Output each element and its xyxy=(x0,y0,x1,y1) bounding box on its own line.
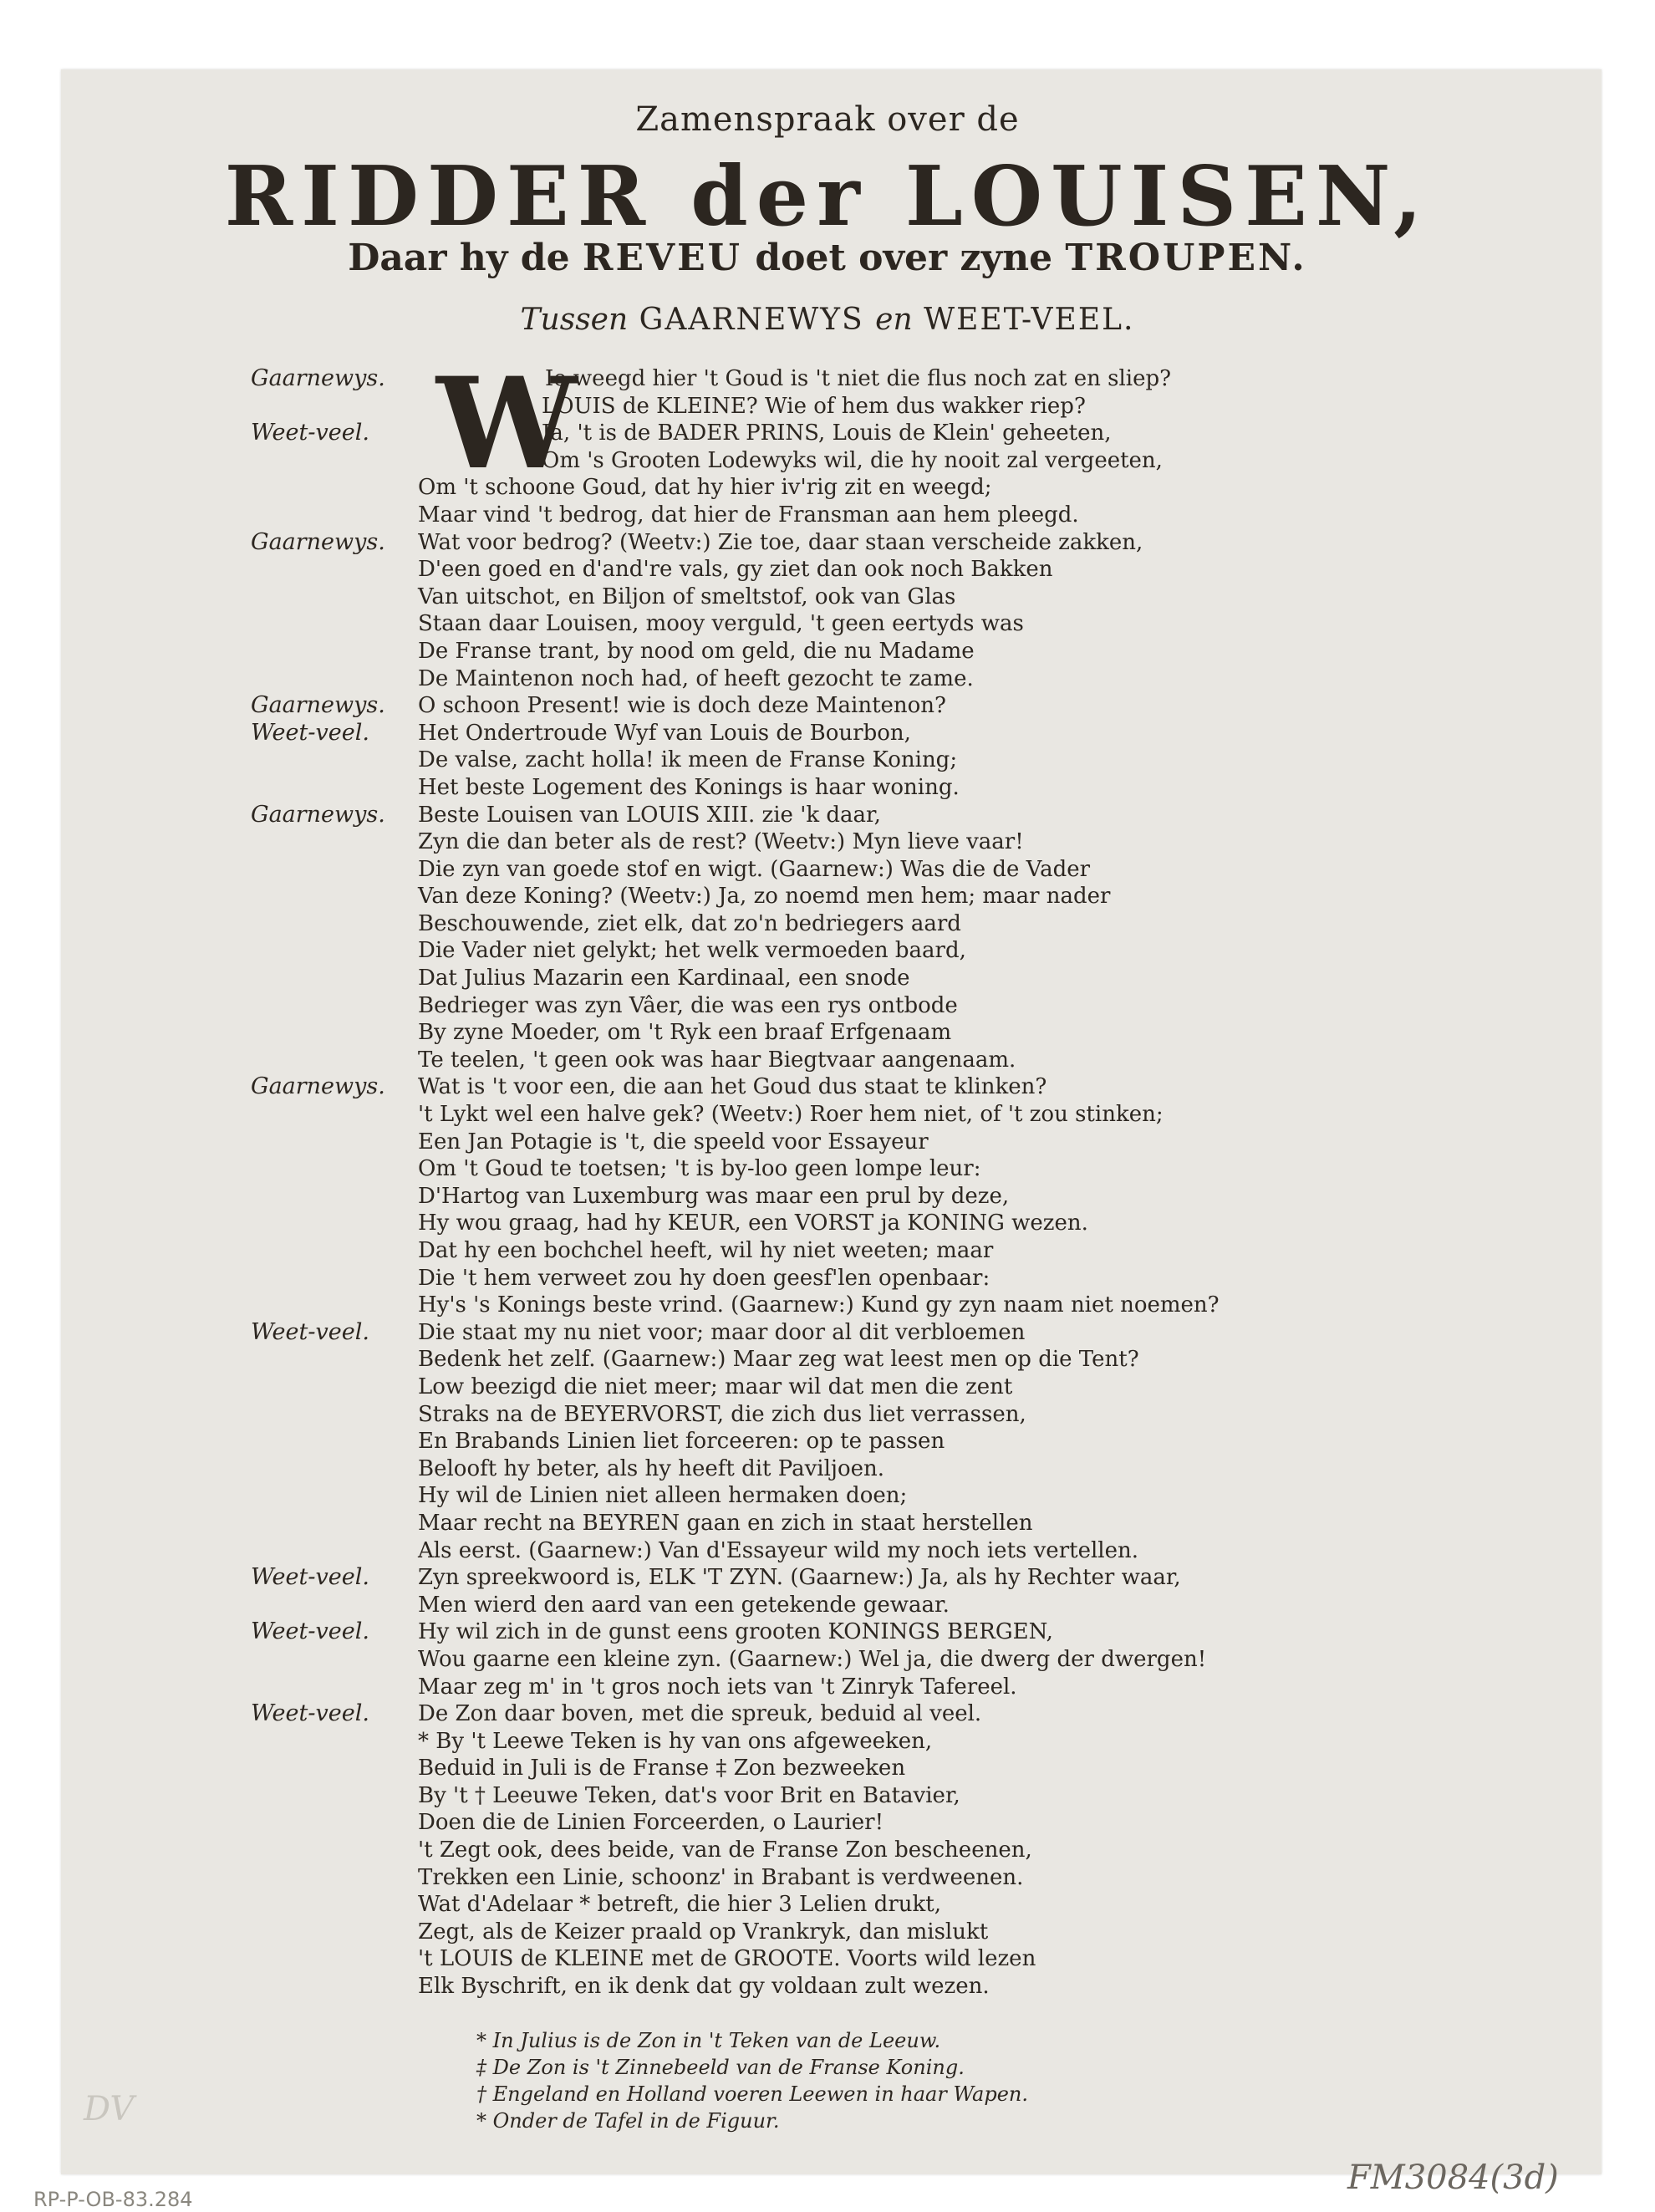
poem-line xyxy=(0,1482,1655,1510)
poem-line xyxy=(0,965,1655,992)
verse-text: Belooft hy beter, als hy heeft dit Paviljoen. xyxy=(418,1455,885,1481)
poem xyxy=(0,365,1655,2000)
poem-line xyxy=(0,910,1655,938)
verse-text: Maar vind 't bedrog, dat hier de Fransman aan hem pleegd. xyxy=(418,502,1079,528)
poem-line xyxy=(0,420,1655,447)
poem-line xyxy=(0,937,1655,965)
verse-text: Om 's Grooten Lodewyks wil, die hy nooit zal vergeeten, xyxy=(542,447,1163,473)
speaker-label: Weet-veel. xyxy=(251,719,369,746)
poem-line xyxy=(0,1019,1655,1047)
poem-line xyxy=(0,1891,1655,1919)
poem-line xyxy=(0,1782,1655,1810)
poem-line xyxy=(0,1837,1655,1864)
verse-text: By 't † Leeuwe Teken, dat's voor Brit en Batavier, xyxy=(418,1782,960,1808)
poem-line xyxy=(0,1183,1655,1210)
verse-text: Te teelen, 't geen ook was haar Biegtvaar aangenaam. xyxy=(418,1047,1016,1073)
between-word-2: en xyxy=(875,303,913,337)
poem-line xyxy=(0,883,1655,910)
poem-line xyxy=(0,393,1655,420)
verse-text: Die staat my nu niet voor; maar door al dit verbloemen xyxy=(418,1319,1026,1345)
poem-line xyxy=(0,1455,1655,1483)
poem-line xyxy=(0,1129,1655,1156)
poem-line xyxy=(0,1618,1655,1646)
poem-line xyxy=(0,1237,1655,1265)
speaker-label: Weet-veel. xyxy=(251,1700,369,1727)
verse-text: Doen die de Linien Forceerden, o Laurier! xyxy=(418,1810,884,1836)
poem-line xyxy=(0,665,1655,693)
verse-text: Die 't hem verweet zou hy doen geesf'len openbaar: xyxy=(418,1265,990,1291)
poem-line xyxy=(0,1919,1655,1946)
verse-text: Elk Byschrift, en ik denk dat gy voldaan zult wezen. xyxy=(418,1974,990,2000)
poem-line xyxy=(0,992,1655,1020)
poem-line xyxy=(0,1809,1655,1837)
poem-line xyxy=(0,856,1655,884)
verse-text: Ja, 't is de BADER PRINS, Louis de Klein' geheeten, xyxy=(542,420,1112,446)
poem-line xyxy=(0,1592,1655,1619)
poem-line xyxy=(0,1155,1655,1183)
speaker-label: Weet-veel. xyxy=(251,1618,369,1645)
poem-line xyxy=(0,1973,1655,2000)
speaker-label: Weet-veel. xyxy=(251,1318,369,1345)
verse-text: De Maintenon noch had, of heeft gezocht te zame. xyxy=(418,665,974,691)
poem-line xyxy=(0,1864,1655,1892)
subtitle-part-c: doet over zyne xyxy=(742,237,1066,279)
footnote: † Engeland en Holland voeren Leewen in haar Wapen. xyxy=(476,2082,1029,2106)
verse-text: Het beste Logement des Konings is haar woning. xyxy=(418,774,960,800)
poem-line xyxy=(0,1292,1655,1319)
poem-line xyxy=(0,1428,1655,1455)
speaker-label: Weet-veel. xyxy=(251,1564,369,1591)
verse-text: Men wierd den aard van een getekende gewaar. xyxy=(418,1592,950,1618)
verse-text: Van uitschot, en Biljon of smeltstof, ook van Glas xyxy=(418,584,956,609)
verse-text: Dat Julius Mazarin een Kardinaal, een snode xyxy=(418,966,910,991)
speaker-label: Weet-veel. xyxy=(251,420,369,446)
poem-line xyxy=(0,1945,1655,1973)
poem-line xyxy=(0,774,1655,802)
margin-pencil-note: DV xyxy=(84,2090,135,2128)
header-between xyxy=(0,303,1655,337)
poem-line xyxy=(0,1674,1655,1701)
verse-text: Beste Louisen van LOUIS XIII. zie 'k daar, xyxy=(418,802,881,828)
poem-line xyxy=(0,720,1655,747)
verse-text: Het Ondertroude Wyf van Louis de Bourbon, xyxy=(418,720,911,746)
poem-line xyxy=(0,1401,1655,1429)
poem-line xyxy=(0,1728,1655,1756)
poem-line xyxy=(0,1755,1655,1782)
poem-line xyxy=(0,365,1655,393)
speaker-label: Gaarnewys. xyxy=(251,1073,385,1100)
poem-line xyxy=(0,447,1655,475)
verse-text: Zyn die dan beter als de rest? (Weetv:) Myn lieve vaar! xyxy=(418,829,1024,855)
verse-text: Een Jan Potagie is 't, die speeld voor Essayeur xyxy=(418,1129,929,1154)
verse-text: De Zon daar boven, met die spreuk, beduid al veel. xyxy=(418,1701,982,1727)
header-line-1: Zamenspraak over de xyxy=(635,100,1020,139)
poem-line xyxy=(0,1073,1655,1101)
poem-line xyxy=(0,556,1655,584)
speaker-label: Gaarnewys. xyxy=(251,801,385,828)
speaker-label: Gaarnewys. xyxy=(251,692,385,719)
poem-line xyxy=(0,692,1655,720)
poem-line xyxy=(0,1210,1655,1237)
verse-text: By zyne Moeder, om 't Ryk een braaf Erfgenaam xyxy=(418,1020,952,1046)
between-name-1: GAARNEWYS xyxy=(628,303,876,337)
poem-line xyxy=(0,1510,1655,1537)
verse-text: Dat hy een bochchel heeft, wil hy niet weeten; maar xyxy=(418,1238,994,1263)
subtitle-part-d: TROUPEN. xyxy=(1065,237,1307,279)
verse-text: Hy's 's Konings beste vrind. (Gaarnew:) Kund gy zyn naam niet noemen? xyxy=(418,1292,1220,1318)
verse-text: Om 't Goud te toetsen; 't is by-loo geen lompe leur: xyxy=(418,1156,981,1182)
verse-text: Staan daar Louisen, mooy verguld, 't geen eertyds was xyxy=(418,611,1024,637)
poem-line xyxy=(0,1374,1655,1401)
verse-text: Hy wil de Linien niet alleen hermaken doen; xyxy=(418,1483,908,1509)
drop-cap: W xyxy=(436,350,578,497)
subtitle-part-a: Daar hy de xyxy=(348,237,583,279)
verse-text: 't Zegt ook, dees beide, van de Franse Zon bescheenen, xyxy=(418,1837,1032,1863)
inventory-number-left: RP-P-OB-83.284 xyxy=(33,2188,193,2211)
poem-line xyxy=(0,474,1655,502)
poem-line xyxy=(0,638,1655,665)
verse-text: Hy wou graag, had hy KEUR, een VORST ja KONING wezen. xyxy=(418,1210,1088,1236)
between-word-1: Tussen xyxy=(520,303,629,337)
header-subtitle xyxy=(0,237,1655,279)
footnote: ‡ De Zon is 't Zinnebeeld van de Franse Koning. xyxy=(476,2056,965,2079)
verse-text: Wat is 't voor een, die aan het Goud dus staat te klinken? xyxy=(418,1074,1047,1100)
verse-text: En Brabands Linien liet forceeren: op te passen xyxy=(418,1429,945,1455)
verse-text: Zyn spreekwoord is, ELK 'T ZYN. (Gaarnew:) Ja, als hy Rechter waar, xyxy=(418,1565,1181,1591)
poem-line xyxy=(0,1047,1655,1074)
verse-text: Die zyn van goede stof en wigt. (Gaarnew:) Was die de Vader xyxy=(418,856,1091,882)
poem-line xyxy=(0,1101,1655,1129)
verse-text: Trekken een Linie, schoonz' in Brabant is verdweenen. xyxy=(418,1864,1024,1890)
footnote: * In Julius is de Zon in 't Teken van de Leeuw. xyxy=(476,2029,941,2052)
poem-line xyxy=(0,584,1655,611)
poem-line xyxy=(0,1646,1655,1674)
poem-line xyxy=(0,1537,1655,1565)
verse-text: Als eerst. (Gaarnew:) Van d'Essayeur wild my noch iets vertellen. xyxy=(418,1537,1138,1563)
verse-text: De Franse trant, by nood om geld, die nu Madame xyxy=(418,638,975,664)
verse-text: Beduid in Juli is de Franse ‡ Zon bezweeken xyxy=(418,1756,906,1781)
verse-text: Die Vader niet gelykt; het welk vermoeden baard, xyxy=(418,938,966,964)
verse-text: 't LOUIS de KLEINE met de GROOTE. Voorts wild lezen xyxy=(418,1946,1036,1972)
subtitle-part-b: REVEU xyxy=(582,237,743,279)
poem-line xyxy=(0,1346,1655,1374)
poem-line xyxy=(0,502,1655,529)
footnotes xyxy=(476,2027,1028,2134)
verse-text: Maar zeg m' in 't gros noch iets van 't Zinryk Tafereel. xyxy=(418,1674,1017,1700)
poem-line xyxy=(0,1319,1655,1347)
verse-text: Wat d'Adelaar * betreft, die hier 3 Lelien drukt, xyxy=(418,1892,941,1918)
header-main-title: RIDDER der LOUISEN, xyxy=(224,149,1431,245)
verse-text: Zegt, als de Keizer praald op Vrankryk, dan mislukt xyxy=(418,1919,989,1944)
verse-text: Wat voor bedrog? (Weetv:) Zie toe, daar staan verscheide zakken, xyxy=(418,529,1143,555)
verse-text: D'Hartog van Luxemburg was maar een prul by deze, xyxy=(418,1183,1010,1209)
verse-text: D'een goed en d'and're vals, gy ziet dan ook noch Bakken xyxy=(418,557,1053,583)
speaker-label: Gaarnewys. xyxy=(251,528,385,555)
poem-line xyxy=(0,828,1655,856)
poem-line xyxy=(0,747,1655,774)
verse-text: Bedenk het zelf. (Gaarnew:) Maar zeg wat leest men op die Tent? xyxy=(418,1347,1139,1373)
poem-line xyxy=(0,1265,1655,1292)
verse-text: Van deze Koning? (Weetv:) Ja, zo noemd men hem; maar nader xyxy=(418,884,1111,910)
poem-line xyxy=(0,1564,1655,1592)
verse-text: Ie weegd hier 't Goud is 't niet die flus noch zat en sliep? xyxy=(545,366,1172,391)
verse-text: 't Lykt wel een halve gek? (Weetv:) Roer hem niet, of 't zou stinken; xyxy=(418,1102,1164,1128)
verse-text: Low beezigd die niet meer; maar wil dat men die zent xyxy=(418,1374,1013,1399)
verse-text: O schoon Present! wie is doch deze Maintenon? xyxy=(418,693,946,719)
speaker-label: Gaarnewys. xyxy=(251,365,385,391)
between-name-2: WEET-VEEL. xyxy=(912,303,1135,337)
verse-text: Wou gaarne een kleine zyn. (Gaarnew:) Wel ja, die dwerg der dwergen! xyxy=(418,1646,1207,1672)
poem-line xyxy=(0,529,1655,557)
verse-text: Bedrieger was zyn Vâer, die was een rys ontbode xyxy=(418,992,958,1018)
verse-text: Maar recht na BEYREN gaan en zich in staat herstellen xyxy=(418,1510,1033,1536)
verse-text: LOUIS de KLEINE? Wie of hem dus wakker riep? xyxy=(542,393,1086,419)
verse-text: Straks na de BEYERVORST, die zich dus liet verrassen, xyxy=(418,1401,1026,1427)
poem-line xyxy=(0,802,1655,829)
footnote: * Onder de Tafel in de Figuur. xyxy=(476,2109,780,2133)
poem-line xyxy=(0,1700,1655,1728)
inventory-number-right: FM3084(3d) xyxy=(1347,2158,1559,2197)
verse-text: Om 't schoone Goud, dat hy hier iv'rig zit en weegd; xyxy=(418,475,992,501)
verse-text: Hy wil zich in de gunst eens grooten KONINGS BERGEN, xyxy=(418,1619,1053,1645)
verse-text: De valse, zacht holla! ik meen de Franse Koning; xyxy=(418,747,958,773)
verse-text: Beschouwende, ziet elk, dat zo'n bedriegers aard xyxy=(418,910,961,936)
poem-line xyxy=(0,610,1655,638)
verse-text: * By 't Leewe Teken is hy van ons afgeweeken, xyxy=(418,1728,933,1754)
